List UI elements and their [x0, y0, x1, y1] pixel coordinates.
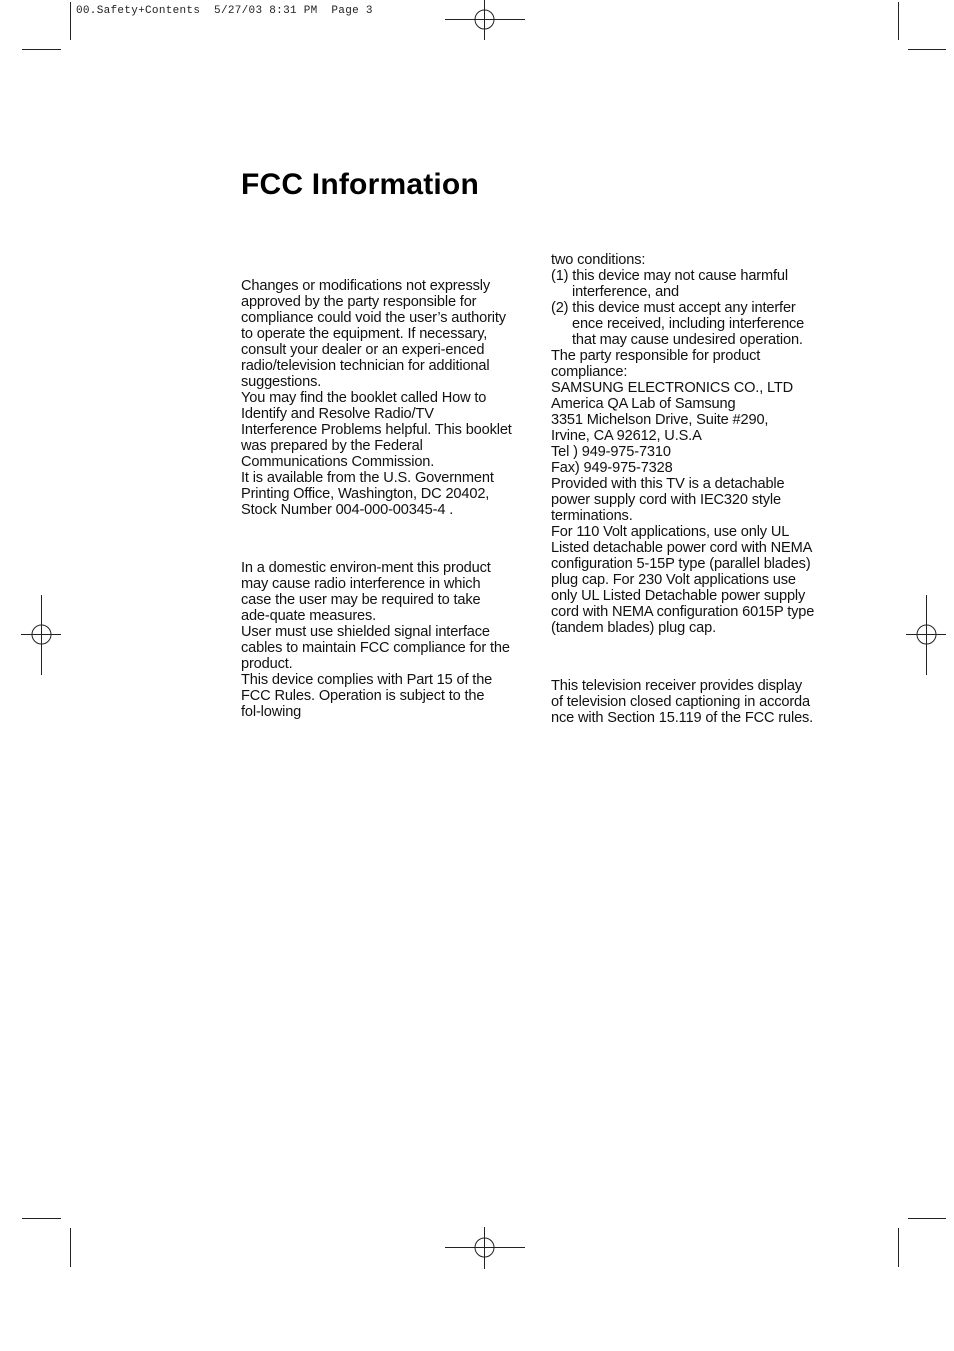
text-line: ade-quate measures.	[241, 608, 377, 624]
text-line: Stock Number 004-000-00345-4 .	[241, 502, 454, 518]
text-line: nce with Section 15.119 of the FCC rules.	[551, 710, 814, 726]
text-line: The party responsible for product	[551, 348, 761, 364]
right-column-paragraph-conditions	[551, 252, 814, 636]
text-line: 3351 Michelson Drive, Suite #290,	[551, 412, 769, 428]
text-line: plug cap. For 230 Volt applications use	[551, 572, 796, 588]
text-line: (tandem blades) plug cap.	[551, 620, 716, 636]
text-line: cord with NEMA configuration 6015P type	[551, 604, 815, 620]
text-line: Tel ) 949-975-7310	[551, 444, 671, 460]
text-line: SAMSUNG ELECTRONICS CO., LTD	[551, 380, 794, 396]
page-title: FCC Information	[241, 168, 479, 201]
text-line: For 110 Volt applications, use only UL	[551, 524, 790, 540]
text-line: (1) this device may not cause harmful	[551, 268, 788, 284]
text-line: compliance:	[551, 364, 628, 380]
slug-line	[76, 5, 373, 17]
text-line: This television receiver provides display	[551, 678, 802, 694]
text-line: America QA Lab of Samsung	[551, 396, 736, 412]
crop-mark-top-left-horizontal	[22, 49, 61, 50]
crop-mark-bottom-right-vertical	[898, 1228, 899, 1267]
text-line: Irvine, CA 92612, U.S.A	[551, 428, 702, 444]
text-line: terminations.	[551, 508, 633, 524]
text-line: two conditions:	[551, 252, 646, 268]
slug-time: 8:31 PM	[269, 5, 318, 17]
text-line: This device complies with Part 15 of the	[241, 672, 493, 688]
slug-file: 00.Safety+Contents	[76, 5, 201, 17]
registration-mark-top-icon	[445, 0, 525, 40]
crop-mark-top-right-vertical	[898, 2, 899, 40]
slug-date: 5/27/03	[214, 5, 263, 17]
text-line: product.	[241, 656, 293, 672]
text-line: interference, and	[572, 284, 679, 300]
text-line: Fax) 949-975-7328	[551, 460, 673, 476]
text-line: Listed detachable power cord with NEMA	[551, 540, 813, 556]
text-line: consult your dealer or an experi-enced	[241, 342, 485, 358]
text-line: suggestions.	[241, 374, 322, 390]
registration-mark-left-icon	[21, 595, 61, 675]
text-line: Interference Problems helpful. This booklet	[241, 422, 512, 438]
text-line: FCC Rules. Operation is subject to the	[241, 688, 485, 704]
crop-mark-top-right-horizontal	[908, 49, 946, 50]
text-line: fol-lowing	[241, 704, 302, 720]
text-line: cables to maintain FCC compliance for the	[241, 640, 510, 656]
text-line: approved by the party responsible for	[241, 294, 477, 310]
registration-mark-bottom-icon	[445, 1227, 525, 1269]
text-line: radio/television technician for additional	[241, 358, 490, 374]
text-line: It is available from the U.S. Government	[241, 470, 494, 486]
text-line: was prepared by the Federal	[241, 438, 423, 454]
text-line: User must use shielded signal interface	[241, 624, 490, 640]
left-column-paragraph-domestic	[241, 560, 510, 720]
text-line: In a domestic environ-ment this product	[241, 560, 491, 576]
text-line: may cause radio interference in which	[241, 576, 481, 592]
text-line: of television closed captioning in accorda	[551, 694, 810, 710]
text-line: ence received, including interference	[572, 316, 805, 332]
crop-mark-bottom-left-horizontal	[22, 1218, 61, 1219]
text-line: Printing Office, Washington, DC 20402,	[241, 486, 490, 502]
text-line: Changes or modifications not expressly	[241, 278, 491, 294]
text-line: configuration 5-15P type (parallel blades)	[551, 556, 811, 572]
text-line: compliance could void the user’s authority	[241, 310, 506, 326]
text-line: Identify and Resolve Radio/TV	[241, 406, 434, 422]
text-line: Communications Commission.	[241, 454, 435, 470]
text-line: that may cause undesired operation.	[572, 332, 803, 348]
slug-page: Page 3	[331, 5, 373, 17]
text-line: You may find the booklet called How to	[241, 390, 487, 406]
left-column-paragraph-changes	[241, 278, 512, 518]
registration-mark-right-icon	[906, 595, 946, 675]
text-line: power supply cord with IEC320 style	[551, 492, 781, 508]
right-column-paragraph-captioning	[551, 678, 813, 726]
text-line: only UL Listed Detachable power supply	[551, 588, 806, 604]
crop-mark-bottom-left-vertical	[70, 1228, 71, 1267]
crop-mark-bottom-right-horizontal	[908, 1218, 946, 1219]
text-line: Provided with this TV is a detachable	[551, 476, 785, 492]
crop-mark-top-left-vertical	[70, 2, 71, 40]
text-line: (2) this device must accept any interfer	[551, 300, 796, 316]
text-line: case the user may be required to take	[241, 592, 481, 608]
text-line: to operate the equipment. If necessary,	[241, 326, 488, 342]
